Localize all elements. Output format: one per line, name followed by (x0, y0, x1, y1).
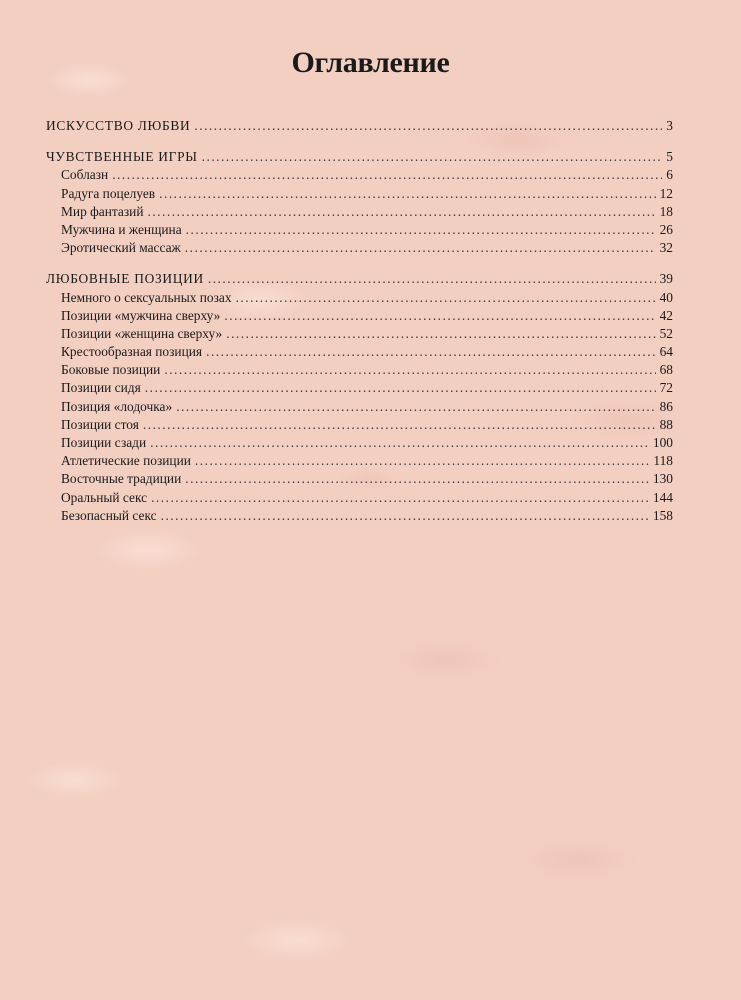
toc-section (46, 270, 673, 525)
toc-page-number: 42 (659, 307, 673, 323)
toc-page-number: 130 (652, 471, 673, 487)
toc-page-number: 6 (666, 167, 673, 183)
toc-page-number: 118 (653, 453, 673, 469)
toc-entry-label: Радуга поцелуев (61, 185, 156, 201)
toc-entry-label: Атлетические позиции (61, 453, 191, 469)
dot-leader (186, 221, 656, 239)
toc-entry[interactable] (46, 166, 673, 184)
toc-entry[interactable] (46, 434, 673, 452)
dot-leader (194, 117, 662, 135)
toc-entry[interactable] (46, 398, 673, 416)
dot-leader (236, 289, 656, 307)
toc-page-number: 144 (652, 489, 673, 505)
toc-entry-label: Позиции «женщина сверху» (61, 325, 223, 341)
toc-section-heading[interactable] (46, 117, 673, 135)
toc-entry-label: Позиция «лодочка» (61, 398, 173, 414)
toc-page-number: 26 (659, 221, 673, 237)
dot-leader (195, 452, 650, 470)
toc-entry[interactable] (46, 239, 673, 257)
toc-entry[interactable] (46, 289, 673, 307)
toc-entry[interactable] (46, 343, 673, 361)
toc-entry-label: Мужчина и женщина (61, 221, 182, 237)
toc-entry-label: Немного о сексуальных позах (61, 289, 232, 305)
toc-page-number: 52 (659, 325, 673, 341)
toc-entry-label: Восточные традиции (61, 471, 182, 487)
toc-entry[interactable] (46, 507, 673, 525)
toc-entry[interactable] (46, 185, 673, 203)
toc-page-number: 3 (666, 118, 673, 133)
toc-page-number: 72 (659, 380, 673, 396)
toc-entry[interactable] (46, 221, 673, 239)
toc-entry[interactable] (46, 325, 673, 343)
toc-page-number: 64 (659, 344, 673, 360)
dot-leader (143, 416, 656, 434)
dot-leader (185, 239, 656, 257)
dot-leader (151, 489, 649, 507)
toc-entry[interactable] (46, 452, 673, 470)
toc-entry-label: Эротический массаж (61, 240, 181, 256)
toc-entry-label: Позиции сзади (61, 435, 147, 450)
toc-entry-label: ЧУВСТВЕННЫЕ ИГРЫ (46, 149, 198, 165)
dot-leader (161, 507, 649, 525)
toc-entry-label: Соблазн (61, 167, 109, 183)
page-title: Оглавление (291, 46, 450, 79)
dot-leader (226, 325, 655, 343)
table-of-contents (46, 117, 673, 538)
toc-entry[interactable] (46, 307, 673, 325)
dot-leader (185, 470, 649, 488)
dot-leader (206, 343, 656, 361)
dot-leader (145, 379, 656, 397)
toc-entry-label: Оральный секс (61, 489, 148, 505)
toc-page-number: 40 (659, 289, 673, 305)
dot-leader (176, 398, 655, 416)
toc-entry-label: Позиции сидя (61, 380, 141, 396)
toc-page-number: 158 (652, 507, 673, 523)
toc-entry-label: Позиции стоя (61, 416, 139, 432)
toc-page-number: 12 (659, 185, 673, 201)
toc-page-number: 18 (659, 203, 673, 219)
toc-entry-label: Безопасный секс (61, 507, 157, 523)
toc-entry-label: Боковые позиции (61, 362, 161, 378)
toc-entry-label: Мир фантазий (61, 203, 144, 219)
toc-page-number: 100 (652, 435, 673, 450)
toc-section (46, 117, 673, 135)
dot-leader (150, 434, 649, 452)
toc-entry[interactable] (46, 416, 673, 434)
dot-leader (112, 166, 662, 184)
toc-page-number: 32 (659, 240, 673, 256)
toc-section-heading[interactable] (46, 148, 673, 166)
toc-page-number: 39 (659, 271, 673, 287)
toc-entry[interactable] (46, 203, 673, 221)
toc-section-heading[interactable] (46, 270, 673, 288)
toc-entry-label: ИСКУССТВО ЛЮБВИ (46, 118, 191, 133)
dot-leader (147, 203, 655, 221)
toc-entry[interactable] (46, 470, 673, 488)
toc-section (46, 148, 673, 257)
dot-leader (159, 185, 655, 203)
toc-entry-label: ЛЮБОВНЫЕ ПОЗИЦИИ (46, 271, 204, 287)
dot-leader (208, 270, 656, 288)
toc-entry-label: Позиции «мужчина сверху» (61, 307, 221, 323)
toc-page-number: 88 (659, 416, 673, 432)
toc-page-number: 5 (666, 149, 673, 165)
toc-page-number: 86 (659, 398, 673, 414)
toc-entry[interactable] (46, 379, 673, 397)
toc-page-number: 68 (659, 362, 673, 378)
dot-leader (202, 148, 663, 166)
toc-entry-label: Крестообразная позиция (61, 344, 203, 360)
toc-entry[interactable] (46, 489, 673, 507)
dot-leader (224, 307, 655, 325)
toc-entry[interactable] (46, 361, 673, 379)
dot-leader (164, 361, 655, 379)
